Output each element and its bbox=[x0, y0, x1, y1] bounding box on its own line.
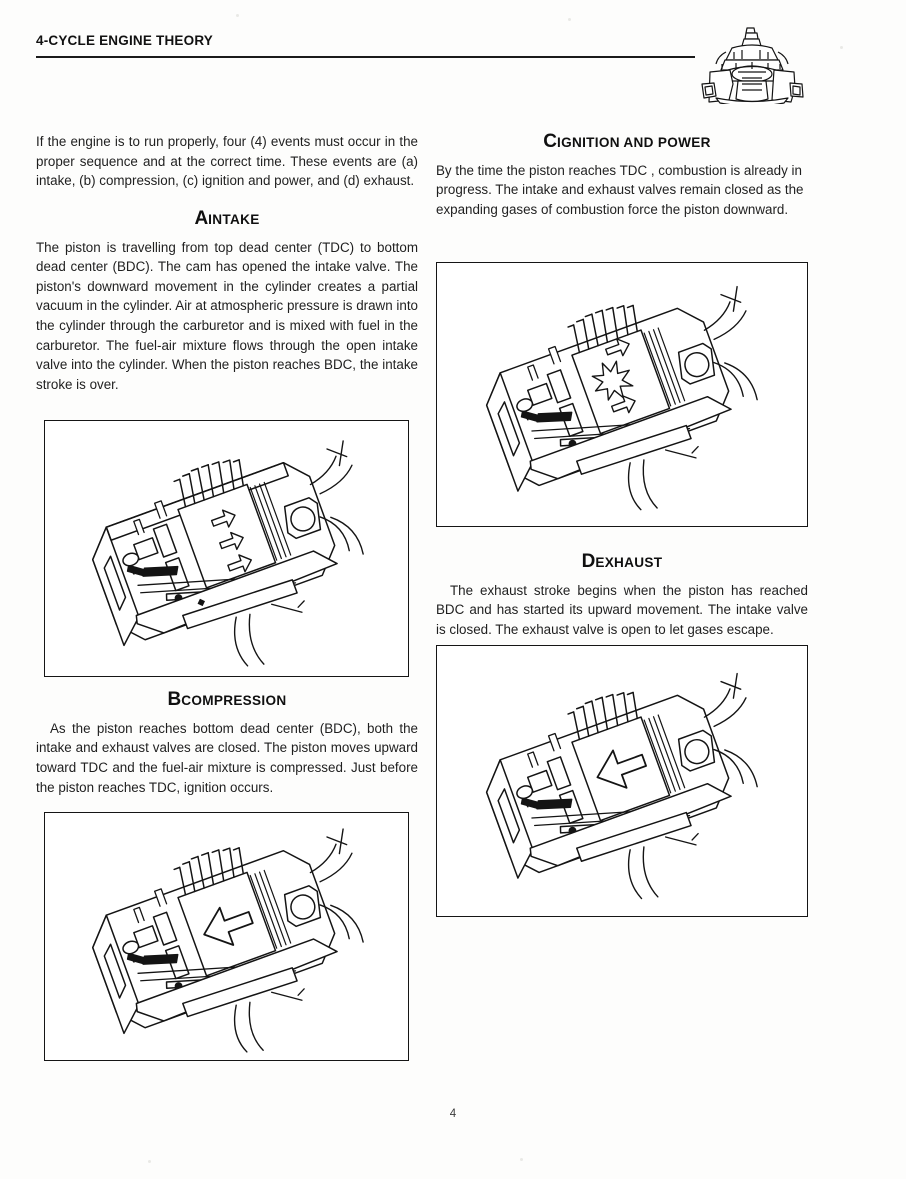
right-column-lower bbox=[436, 552, 808, 640]
section-body-a: The piston is travelling from top dead center (TDC) to bottom dead center (BDC). The cam has opened the intake valve. The piston's downward movement in the cylinder creates a partial vacuum in the cylinder. Air at atmospheric pressure is drawn into the cylinder through the carburetor and is mixed with fuel in the carburetor. The fuel-air mixture flows through the open intake valve into the cylinder. When the piston reaches BDC, the intake stroke is over. bbox=[36, 239, 418, 392]
scan-speck bbox=[236, 14, 239, 17]
section-letter-b: B bbox=[167, 689, 182, 710]
header-rule bbox=[36, 56, 695, 58]
section-heading-d bbox=[436, 552, 808, 573]
scan-speck bbox=[148, 1160, 151, 1163]
figure-ignition-power bbox=[436, 262, 808, 527]
section-title-c: IGNITION AND POWER bbox=[557, 135, 711, 150]
section-title-b: COMPRESSION bbox=[181, 693, 287, 708]
section-title-d: EXHAUST bbox=[595, 555, 663, 570]
page-header bbox=[36, 33, 696, 48]
section-letter-d: D bbox=[581, 551, 596, 572]
page-number: 4 bbox=[449, 1108, 457, 1120]
section-body-b: As the piston reaches bottom dead center (BDC), both the intake and exhaust valves are closed. The piston moves upward toward TDC and the fuel-air mixture is compressed. Just before the piston reaches TDC, ignition occurs. bbox=[36, 720, 418, 795]
intro-paragraph: If the engine is to run properly, four (4) events must occur in the proper sequence and at the correct time. These events are (a) intake, (b) compression, (c) ignition and power, and (d) exhaust. bbox=[36, 134, 418, 189]
small-engine-illustration-icon bbox=[692, 22, 812, 104]
section-title-a: INTAKE bbox=[208, 211, 260, 227]
figure-intake bbox=[44, 420, 409, 677]
section-heading-b bbox=[36, 690, 418, 711]
section-body-d: The exhaust stroke begins when the piston has reached BDC and has started its upward movement. The intake valve is closed. The exhaust valve is open to let gases escape. bbox=[436, 582, 808, 638]
left-column-lower bbox=[36, 690, 418, 797]
page-title: 4-CYCLE ENGINE THEORY bbox=[36, 33, 213, 48]
left-column bbox=[36, 132, 418, 394]
section-letter-c: C bbox=[543, 131, 558, 152]
scan-speck bbox=[568, 18, 571, 21]
scan-speck bbox=[520, 1158, 523, 1161]
right-column bbox=[436, 132, 818, 220]
figure-exhaust bbox=[436, 645, 808, 917]
section-heading-a bbox=[36, 209, 418, 230]
section-heading-c bbox=[436, 132, 818, 153]
section-letter-a: A bbox=[194, 207, 209, 229]
figure-compression bbox=[44, 812, 409, 1061]
scan-speck bbox=[840, 46, 843, 49]
section-body-c: By the time the piston reaches TDC , combustion is already in progress. The intake and exhaust valves remain closed as the expanding gases of combustion force the piston downward. bbox=[436, 162, 804, 218]
